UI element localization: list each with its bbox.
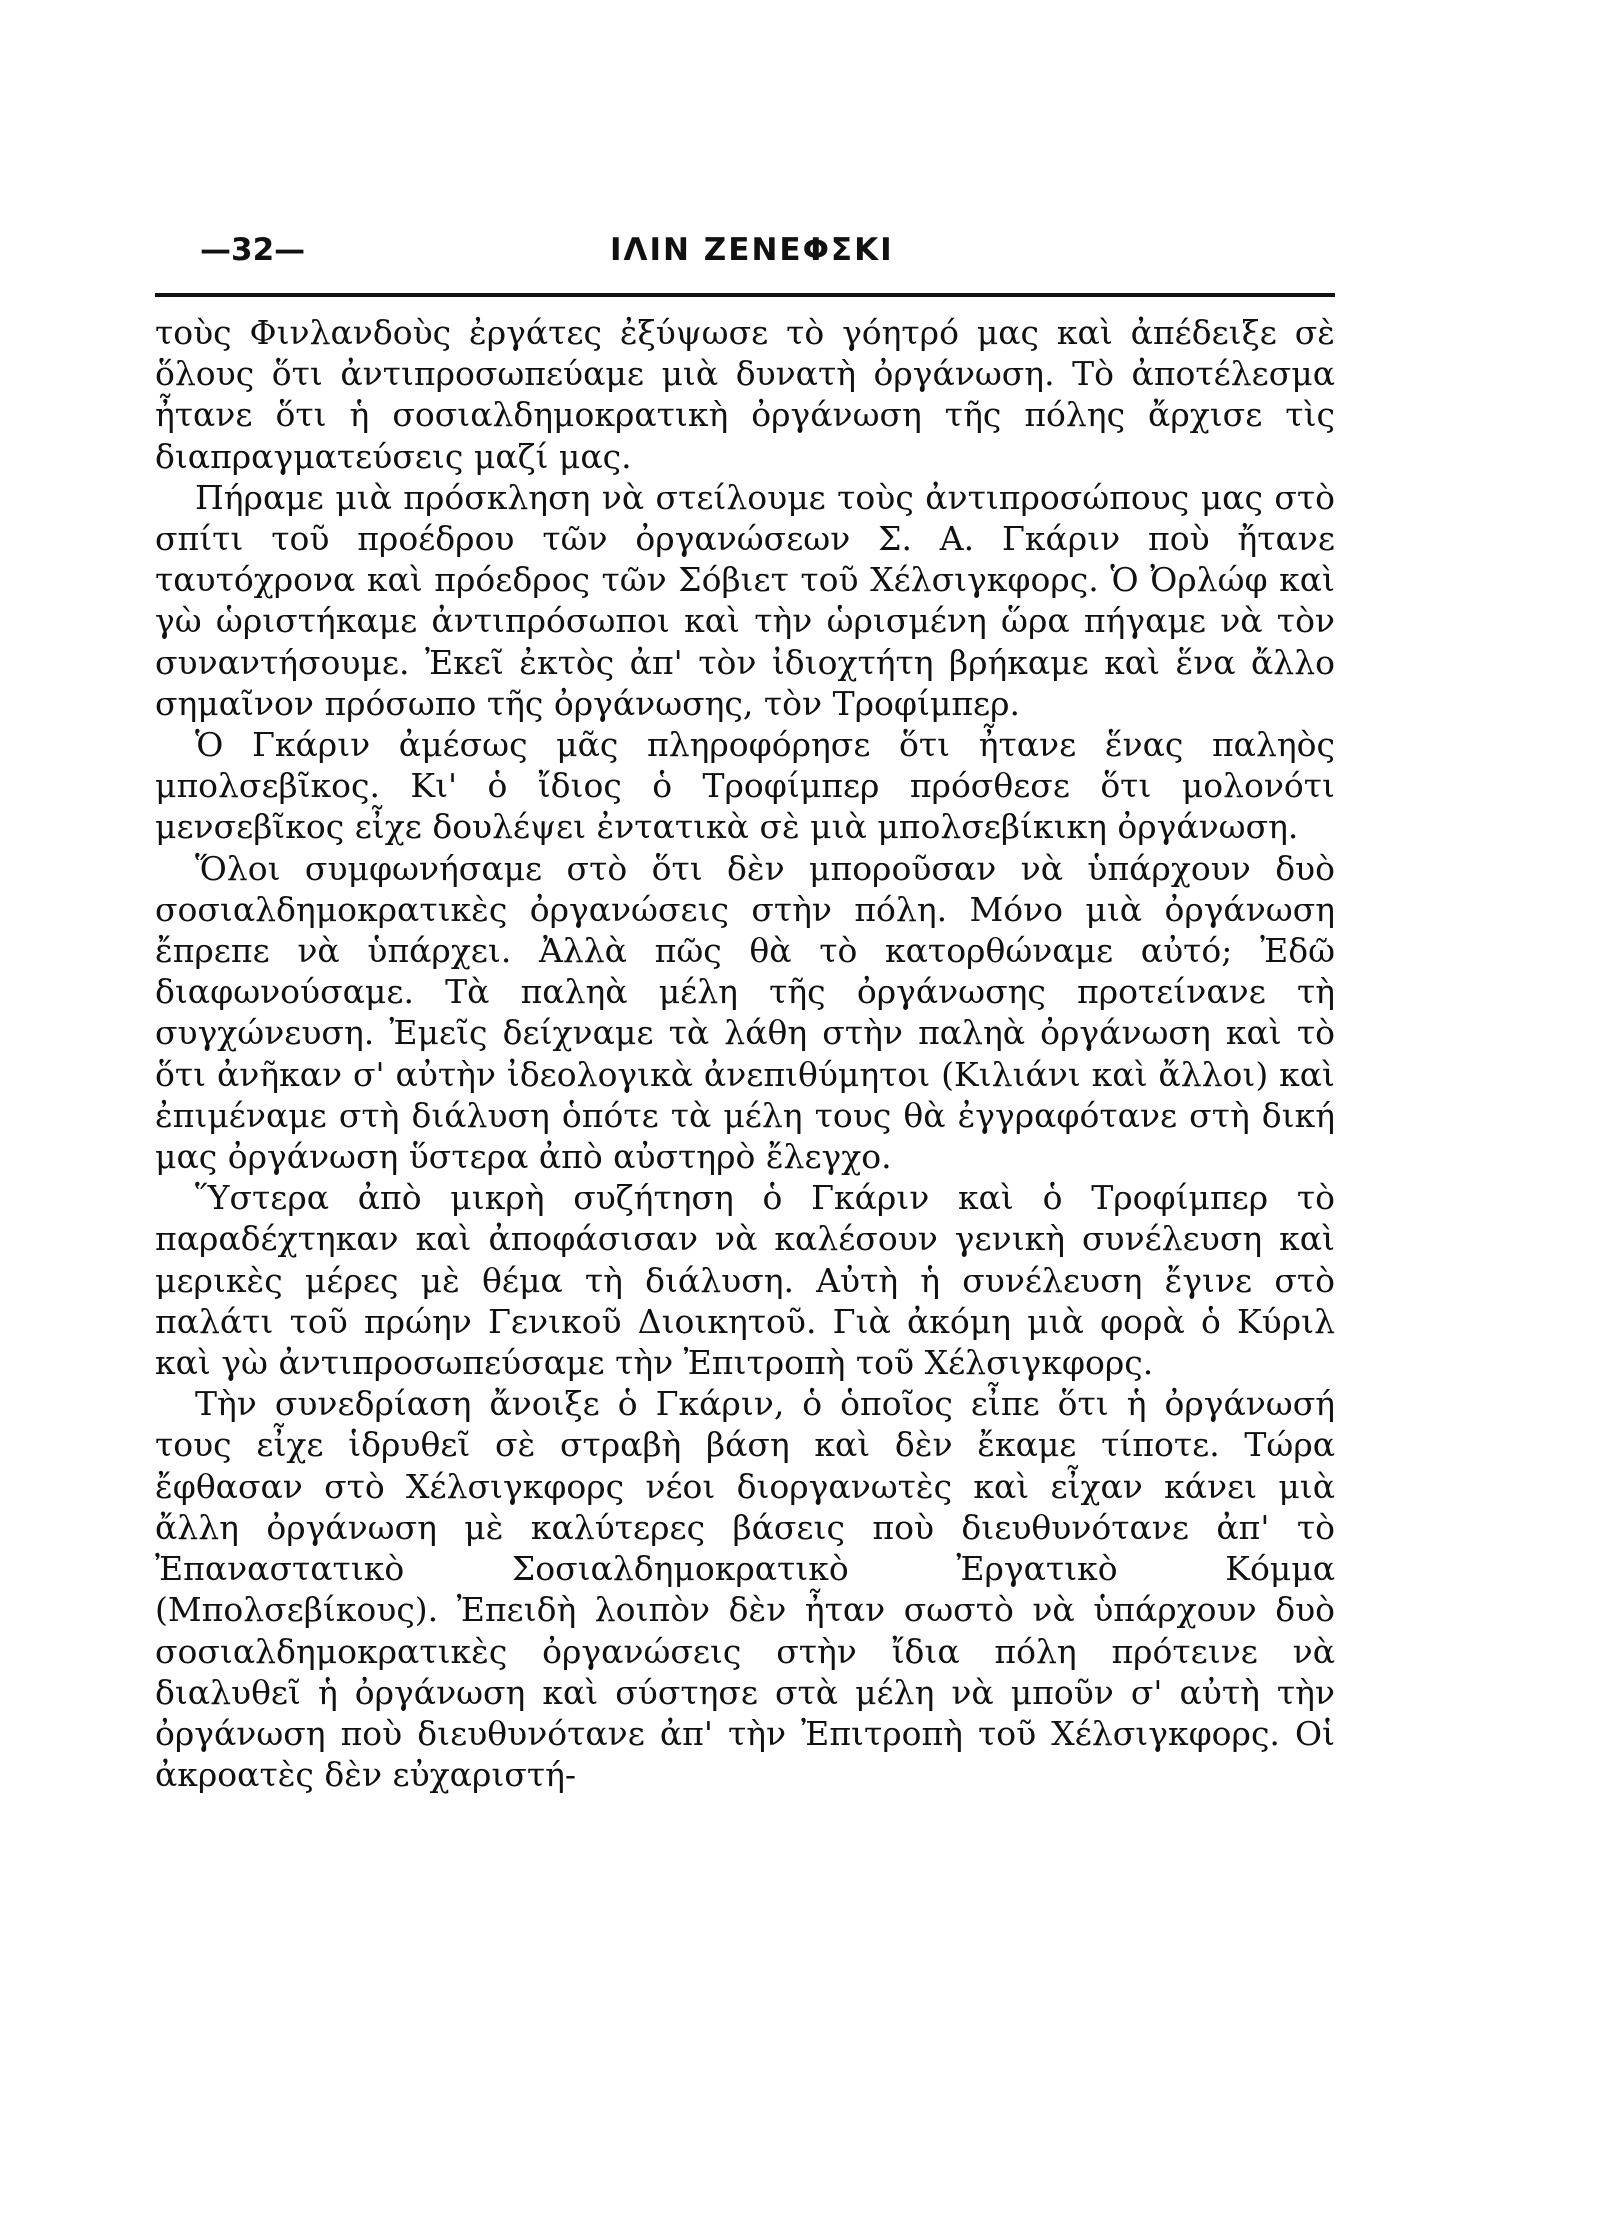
page-header: [170, 232, 1335, 276]
header-rule: [155, 293, 1335, 297]
paragraph: Ὅλοι συμφωνήσαμε στὸ ὅτι δὲν μποροῦσαν νὰ ὑπάρχουν δυὸ σοσιαλδημοκρατικὲς ὀργανώσεις στὴν πόλη. Μόνο μιὰ ὀργάνωση ἔπρεπε νὰ ὑπάρχει. Ἀλλὰ πῶς θὰ τὸ κατορθώναμε αὐτό; Ἐδῶ διαφωνούσαμε. Τὰ παληὰ μέλη τῆς ὀργάνωσης προτείνανε τὴ συγχώνευση. Ἐμεῖς δείχναμε τὰ λάθη στὴν παληὰ ὀργάνωση καὶ τὸ ὅτι ἀνῆκαν σ' αὐτὴν ἰδεολογικὰ ἀνεπιθύμητοι (Κιλιάνι καὶ ἄλλοι) καὶ ἐπιμέναμε στὴ διάλυση ὁπότε τὰ μέλη τους θὰ ἐγγραφότανε στὴ δική μας ὀργάνωση ὕστερα ἀπὸ αὐστηρὸ ἔλεγχο.: [155, 848, 1335, 1177]
paragraph: Τὴν συνεδρίαση ἄνοιξε ὁ Γκάριν, ὁ ὁποῖος εἶπε ὅτι ἡ ὀργάνωσή τους εἶχε ἱδρυθεῖ σὲ στραβὴ βάση καὶ δὲν ἔκαμε τίποτε. Τώρα ἔφθασαν στὸ Χέλσιγκφορς νέοι διοργανωτὲς καὶ εἶχαν κάνει μιὰ ἄλλη ὀργάνωση μὲ καλύτερες βάσεις ποὺ διευθυνότανε ἀπ' τὸ Ἐπαναστατικὸ Σοσιαλδημοκρατικὸ Ἐργατικὸ Κόμμα (Μπολσεβίκους). Ἐπειδὴ λοιπὸν δὲν ἦταν σωστὸ νὰ ὑπάρχουν δυὸ σοσιαλδημοκρατικὲς ὀργανώσεις στὴν ἴδια πόλη πρότεινε νὰ διαλυθεῖ ἡ ὀργάνωση καὶ σύστησε στὰ μέλη νὰ μποῦν σ' αὐτὴ τὴν ὀργάνωση ποὺ διευθυνότανε ἀπ' τὴν Ἐπιτροπὴ τοῦ Χέλσιγκφορς. Οἱ ἀκροατὲς δὲν εὐχαριστή-: [155, 1384, 1335, 1795]
paragraph: Πήραμε μιὰ πρόσκληση νὰ στείλουμε τοὺς ἀντιπροσώπους μας στὸ σπίτι τοῦ προέδρου τῶν ὀργανώσεων Σ. Α. Γκάριν ποὺ ἤτανε ταυτόχρονα καὶ πρόεδρος τῶν Σόβιετ τοῦ Χέλσιγκφορς. Ὁ Ὀρλώφ καὶ γὼ ὡριστήκαμε ἀντιπρόσωποι καὶ τὴν ὡρισμένη ὥρα πήγαμε νὰ τὸν συναντήσουμε. Ἐκεῖ ἐκτὸς ἀπ' τὸν ἰδιοχτήτη βρήκαμε καὶ ἕνα ἄλλο σημαῖνον πρόσωπο τῆς ὀργάνωσης, τὸν Τροφίμπερ.: [155, 477, 1335, 723]
paragraph: τοὺς Φινλανδοὺς ἐργάτες ἐξύψωσε τὸ γόητρό μας καὶ ἀπέδειξε σὲ ὅλους ὅτι ἀντιπροσωπεύαμε μιὰ δυνατὴ ὀργάνωση. Τὸ ἀποτέλεσμα ἦτανε ὅτι ἡ σοσιαλδημοκρατικὴ ὀργάνωση τῆς πόλης ἄρχισε τὶς διαπραγματεύσεις μαζί μας.: [155, 313, 1335, 476]
page-number: —32—: [200, 232, 306, 268]
paragraph: Ὕστερα ἀπὸ μικρὴ συζήτηση ὁ Γκάριν καὶ ὁ Τροφίμπερ τὸ παραδέχτηκαν καὶ ἀποφάσισαν νὰ καλέσουν γενικὴ συνέλευση καὶ μερικὲς μέρες μὲ θέμα τὴ διάλυση. Αὐτὴ ἡ συνέλευση ἔγινε στὸ παλάτι τοῦ πρώην Γενικοῦ Διοικητοῦ. Γιὰ ἀκόμη μιὰ φορὰ ὁ Κύριλ καὶ γὼ ἀντιπροσωπεύσαμε τὴν Ἐπιτροπὴ τοῦ Χέλσιγκφορς.: [155, 1178, 1335, 1383]
body-text: [155, 312, 1335, 1795]
running-head: ΙΛΙΝ ΖΕΝΕΦΣΚΙ: [610, 232, 894, 268]
paragraph: Ὁ Γκάριν ἀμέσως μᾶς πληροφόρησε ὅτι ἦτανε ἕνας παληὸς μπολσεβῖκος. Κι' ὁ ἴδιος ὁ Τροφίμπερ πρόσθεσε ὅτι μολονότι μενσεβῖκος εἶχε δουλέψει ἐντατικὰ σὲ μιὰ μπολσεβίκικη ὀργάνωση.: [155, 725, 1335, 847]
